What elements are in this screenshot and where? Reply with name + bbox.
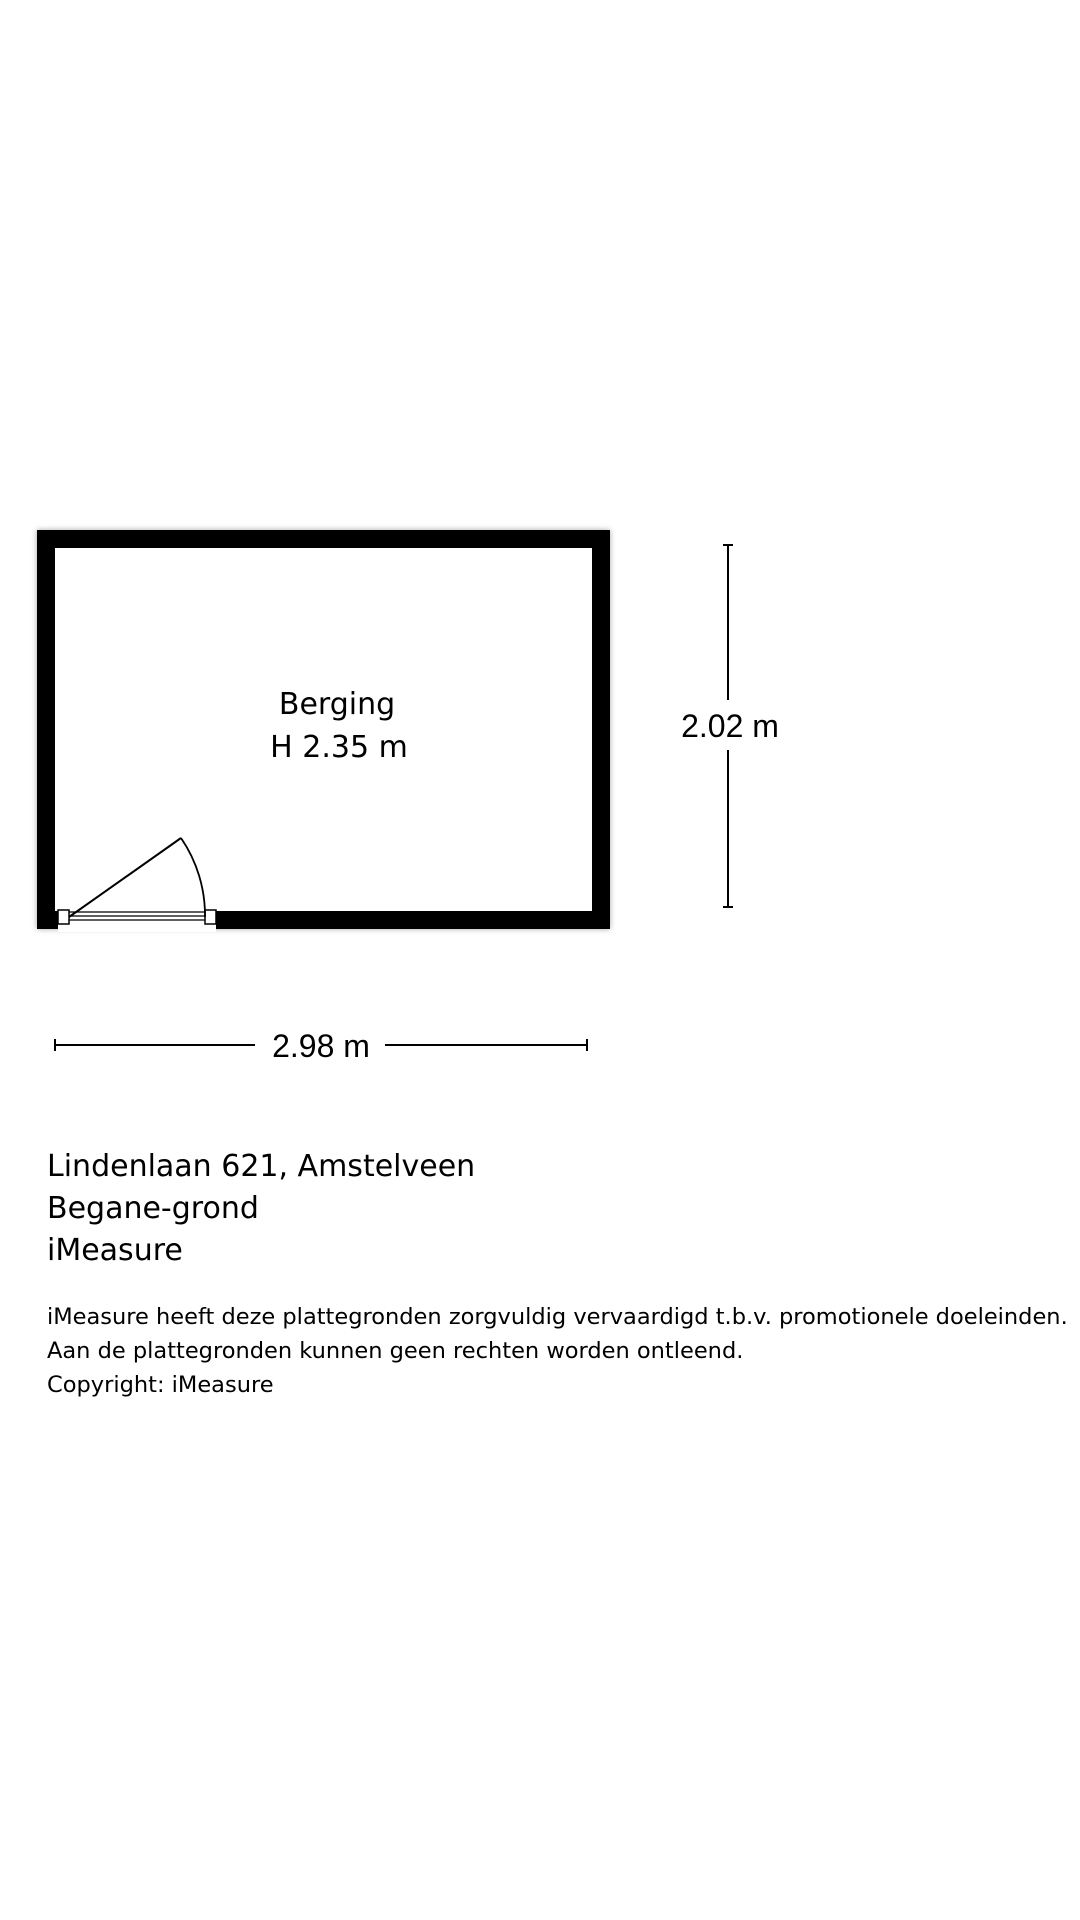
door-post-left [58, 910, 69, 924]
room-name: Berging [278, 687, 396, 722]
width-dimension-label: 2.98 m [272, 1028, 370, 1064]
room-height: H 2.35 m [270, 730, 408, 765]
door-post-right [205, 910, 216, 924]
company-name: iMeasure [47, 1233, 183, 1268]
copyright-line: Copyright: iMeasure [47, 1372, 274, 1398]
disclaimer [47, 1300, 1077, 1402]
depth-dimension-label: 2.02 m [681, 708, 779, 744]
property-info [47, 1146, 1067, 1272]
disclaimer-line: Aan de plattegronden kunnen geen rechten worden ontleend. [47, 1338, 744, 1364]
disclaimer-line: iMeasure heeft deze plattegronden zorgvuldig vervaardigd t.b.v. promotionele doeleinden. [47, 1304, 1068, 1330]
address: Lindenlaan 621, Amstelveen [47, 1149, 476, 1184]
floor-name: Begane-grond [47, 1191, 259, 1226]
